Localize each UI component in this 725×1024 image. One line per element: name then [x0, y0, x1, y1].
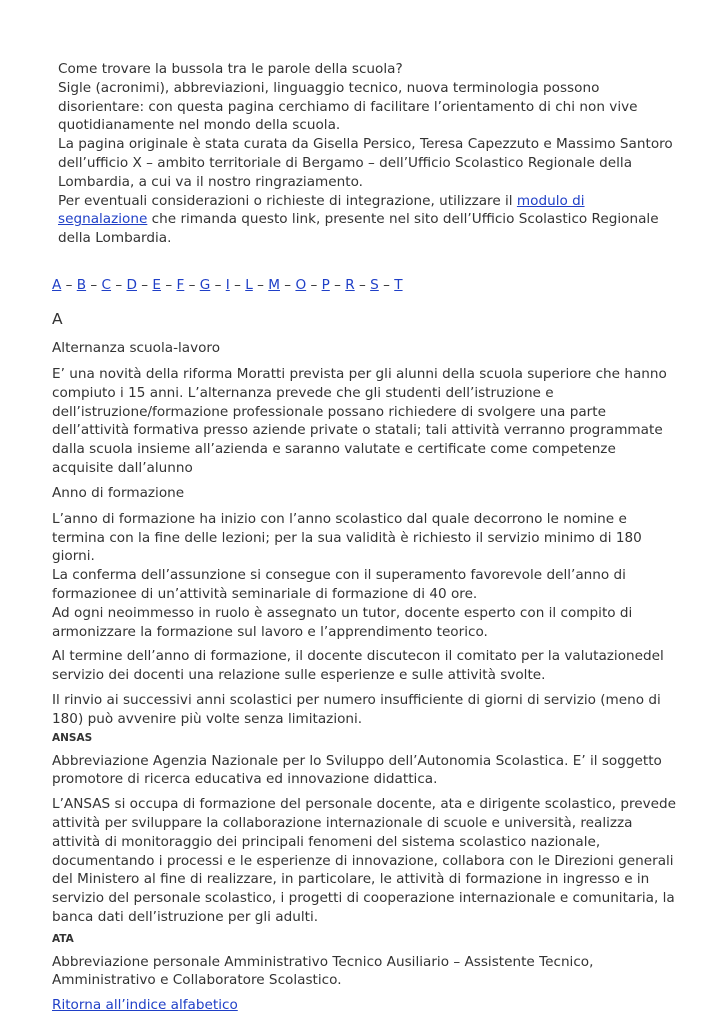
letter-heading-a: A: [52, 309, 63, 328]
report-form-link[interactable]: modulo di segnalazione: [58, 192, 585, 228]
back-to-index: [52, 996, 677, 1015]
alphabet-link-i[interactable]: I: [225, 276, 230, 293]
alphabet-separator: –: [184, 276, 200, 293]
alphabet-separator: –: [86, 276, 102, 293]
alphabet-separator: –: [210, 276, 226, 293]
alphabet-link-r[interactable]: R: [345, 276, 355, 293]
alphabet-link-a[interactable]: A: [52, 276, 62, 293]
ansas-paragraph-1: Abbreviazione Agenzia Nazionale per lo Sviluppo dell’Autonomia Scolastica. E’ il soggetto promotore di ricerca educativa ed innovazione didattica.: [52, 752, 662, 788]
intro-line-report: [58, 192, 677, 248]
report-suffix: che rimanda questo link, presente nel sito dell’Ufficio Scolastico Regionale della Lombardia.: [58, 211, 659, 247]
alphabet-index: [52, 276, 677, 296]
alphabet-separator: –: [136, 276, 153, 293]
alphabet-link-t[interactable]: T: [394, 276, 403, 293]
term-title-ata: ATA: [52, 932, 74, 945]
alphabet-link-s[interactable]: S: [370, 276, 379, 293]
alphabet-link-e[interactable]: E: [152, 276, 162, 293]
term-title-ansas: ANSAS: [52, 731, 93, 744]
term-title-alternanza: Alternanza scuola-lavoro: [52, 339, 221, 356]
intro-line-purpose: Sigle (acronimi), abbreviazioni, linguaggio tecnico, nuova terminologia possono disorientare: con questa pagina cerchiamo di facilitare l’orientamento di chi non vive quotidianamente nel mondo della scuola.: [58, 79, 638, 134]
alphabet-link-b[interactable]: B: [76, 276, 87, 293]
alphabet-separator: –: [329, 276, 346, 293]
term-title-anno-formazione: Anno di formazione: [52, 484, 185, 501]
anno-paragraph-5: Il rinvio ai successivi anni scolastici per numero insufficiente di giorni di servizio (meno di 180) può avvenire più volte senza limitazioni.: [52, 691, 661, 727]
alphabet-link-f[interactable]: F: [176, 276, 185, 293]
alphabet-separator: –: [252, 276, 269, 293]
alphabet-separator: –: [61, 276, 77, 293]
intro: [52, 60, 677, 248]
term-definition-anno-formazione: [52, 510, 677, 642]
ata-paragraph-1: Abbreviazione personale Amministrativo Tecnico Ausiliario – Assistente Tecnico, Amministrativo e Collaboratore Scolastico.: [52, 953, 594, 989]
term-definition-alternanza: E’ una novità della riforma Moratti prevista per gli alunni della scuola superiore che hanno compiuto i 15 anni. L’alternanza prevede che gli studenti dell’istruzione e dell’istruzione/formazione professionale possano richiedere di svolgere una parte dell’attività formativa presso aziende private o statali; tali attività verranno programmate dalla scuola insieme all’azienda e saranno valutate e certificate come competenze acquisite dall’alunno: [52, 365, 667, 476]
glossary-page: [52, 60, 677, 1015]
alphabet-separator: –: [161, 276, 177, 293]
alphabet-separator: –: [378, 276, 395, 293]
alphabet-link-o[interactable]: O: [295, 276, 307, 293]
alphabet-separator: –: [229, 276, 246, 293]
intro-line-credits: La pagina originale è stata curata da Gisella Persico, Teresa Capezzuto e Massimo Santoro dell’ufficio X – ambito territoriale di Bergamo – dell’Ufficio Scolastico Regionale della Lombardia, a cui va il nostro ringraziamento.: [58, 136, 673, 190]
anno-paragraph-3: Ad ogni neoimmesso in ruolo è assegnato un tutor, docente esperto con il compito di armonizzare la formazione sul lavoro e l’apprendimento teorico.: [52, 604, 633, 640]
report-prefix: Per eventuali considerazioni o richieste di integrazione, utilizzare il: [58, 192, 517, 209]
alphabet-separator: –: [354, 276, 371, 293]
back-to-index-link[interactable]: Ritorna all’indice alfabetico: [52, 997, 238, 1014]
anno-paragraph-4: Al termine dell’anno di formazione, il docente discutecon il comitato per la valutazionedel servizio dei docenti una relazione sulle esperienze e sulle attività svolte.: [52, 648, 664, 684]
alphabet-link-c[interactable]: C: [101, 276, 112, 293]
alphabet-link-l[interactable]: L: [245, 276, 253, 293]
anno-paragraph-2: La conferma dell’assunzione si consegue con il superamento favorevole dell’anno di formazionee di un’attività seminariale di formazione di 40 ore.: [52, 567, 626, 602]
alphabet-separator: –: [306, 276, 322, 293]
intro-line-question: Come trovare la bussola tra le parole della scuola?: [58, 61, 403, 77]
alphabet-link-g[interactable]: G: [199, 276, 211, 293]
alphabet-separator: –: [111, 276, 127, 293]
ansas-paragraph-2: L’ANSAS si occupa di formazione del personale docente, ata e dirigente scolastico, prevede attività per sviluppare la collaborazione internazionale di scuole e università, realizza attività di monitoraggio dei principali fenomeni del sistema scolastico nazionale, documentando i processi e le esperienze di innovazione, collabora con le Direzioni generali del Ministero al fine di realizzare, in particolare, le attività di formazione in ingresso e in servizio del personale scolastico, i progetti di cooperazione internazionale e comunitaria, la banca dati dell’istruzione per gli adulti.: [52, 796, 676, 925]
alphabet-link-p[interactable]: P: [321, 276, 330, 293]
alphabet-separator: –: [279, 276, 296, 293]
alphabet-link-d[interactable]: D: [126, 276, 137, 293]
anno-paragraph-1: L’anno di formazione ha inizio con l’anno scolastico dal quale decorrono le nomine e termina con la fine delle lezioni; per la sua validità è richiesto il servizio minimo di 180 giorni.: [52, 510, 642, 565]
alphabet-link-m[interactable]: M: [268, 276, 280, 293]
